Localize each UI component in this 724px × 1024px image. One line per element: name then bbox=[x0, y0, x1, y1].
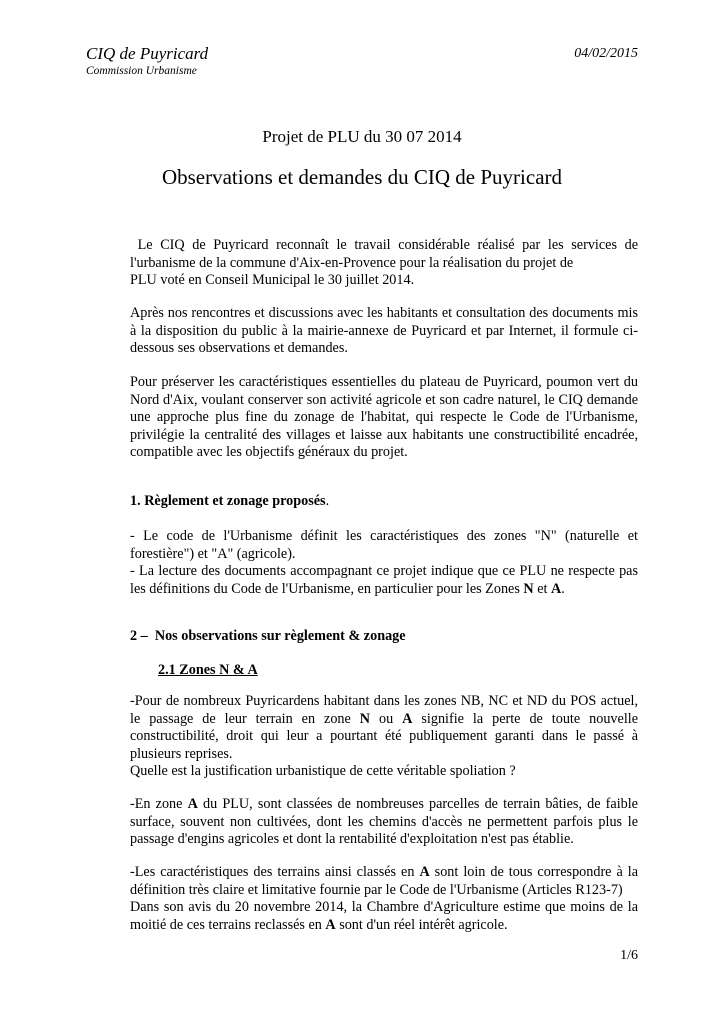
section-2-number: 2 – bbox=[130, 628, 155, 644]
intro-line-1: Le CIQ de Puyricard reconnaît le travail considérable réalisé par les services de bbox=[130, 237, 638, 253]
section-1-heading bbox=[130, 493, 638, 511]
para-3-text-c-start: Dans son avis du 20 novembre 2014, la Chambre d'Agriculture estime que moins de la moitié de ces terrains reclassés en bbox=[130, 899, 638, 933]
header-organization: CIQ de Puyricard bbox=[86, 44, 209, 63]
conjunction: ou bbox=[370, 710, 403, 727]
zone-n-label: N bbox=[359, 710, 371, 727]
intro-line-2: l'urbanisme de la commune d'Aix-en-Provence pour la réalisation du projet de bbox=[130, 254, 574, 271]
section-2-paragraph-3 bbox=[130, 864, 638, 934]
section-2-paragraph-2 bbox=[130, 796, 638, 849]
para-3-text-a: -Les caractéristiques des terrains ainsi classés en bbox=[130, 864, 420, 880]
section-2-heading bbox=[130, 628, 638, 646]
para-2-text-a: -En zone bbox=[130, 796, 188, 812]
para-1-question: Quelle est la justification urbanistique de cette véritable spoliation ? bbox=[130, 763, 516, 779]
para-2-text-b: du PLU, sont classées de nombreuses parcelles de terrain bâties, de faible surface, souvent non cultivées, dont les chemins d'accès ne permettent parfois plus le passage d'engins agricoles et dont la rentabilité d'exploitation n'est pas établie. bbox=[130, 796, 638, 847]
document-subtitle: Observations et demandes du CIQ de Puyricard bbox=[161, 165, 563, 189]
zone-n-label: N bbox=[523, 580, 534, 597]
period: . bbox=[561, 580, 565, 597]
para-1-text-a: -Pour de nombreux Puyricardens habitant dans les zones NB, NC et ND du POS actuel, le passage de leur terrain en zone bbox=[130, 693, 638, 727]
para-3-text-b: sont loin de tous correspondre à la définition très claire et limitative fournie par le Code de l'Urbanisme (Articles R123-7) bbox=[130, 864, 638, 898]
section-1-heading-period: . bbox=[325, 493, 330, 509]
section-1-heading-text: 1. Règlement et zonage proposés bbox=[130, 493, 326, 509]
section-1-item-1: - Le code de l'Urbanisme définit les caractéristiques des zones "N" (naturelle et forestière") et "A" (agricole). bbox=[130, 528, 638, 562]
section-1-item-2 bbox=[130, 563, 638, 598]
conjunction: et bbox=[533, 580, 551, 597]
header-commission: Commission Urbanisme bbox=[86, 65, 197, 77]
document-title: Projet de PLU du 30 07 2014 bbox=[262, 127, 462, 146]
section-2-paragraph-1 bbox=[130, 693, 638, 781]
section-2-1-heading: 2.1 Zones N & A bbox=[158, 662, 258, 678]
para-1-text-b: signifie la perte de toute nouvelle constructibilité, droit qui leur a pourtant été publiquement garanti dans le passé à plusieurs reprises. bbox=[130, 710, 638, 762]
zone-a-label: A bbox=[325, 916, 336, 933]
zone-a-label: A bbox=[187, 796, 198, 812]
section-1-item-2-text: - La lecture des documents accompagnant ce projet indique que ce PLU ne respecte pas les définitions du Code de l'Urbanisme, en particulier pour les Zones bbox=[130, 563, 638, 597]
zone-a-label: A bbox=[419, 864, 430, 880]
intro-paragraph-3: Pour préserver les caractéristiques essentielles du plateau de Puyricard, poumon vert du Nord d'Aix, voulant conserver son activité agricole et son cadre naturel, le CIQ demande une approche plus fine du zonage de l'habitat, qui respecte le Code de l'Urbanisme, privilégie la centralité des villages et laisse aux habitants une constructibilité encadrée, compatible avec les objectifs généraux du projet. bbox=[130, 374, 638, 460]
intro-paragraph-1 bbox=[130, 237, 638, 290]
header-date: 04/02/2015 bbox=[574, 46, 638, 61]
zone-a-label: A bbox=[551, 580, 562, 597]
zone-a-label: A bbox=[402, 710, 413, 727]
intro-paragraph-2: Après nos rencontres et discussions avec les habitants et consultation des documents mis à la disposition du public à la mairie-annexe de Puyricard et par Internet, il formule ci-dessous ses observations et demandes. bbox=[130, 305, 638, 356]
para-3-text-c bbox=[130, 899, 638, 934]
intro-line-3: PLU voté en Conseil Municipal le 30 juillet 2014. bbox=[130, 272, 415, 288]
page-number: 1/6 bbox=[620, 948, 638, 963]
section-2-heading-text: Nos observations sur règlement & zonage bbox=[154, 628, 406, 644]
para-3-text-d: sont d'un réel intérêt agricole. bbox=[335, 916, 508, 933]
